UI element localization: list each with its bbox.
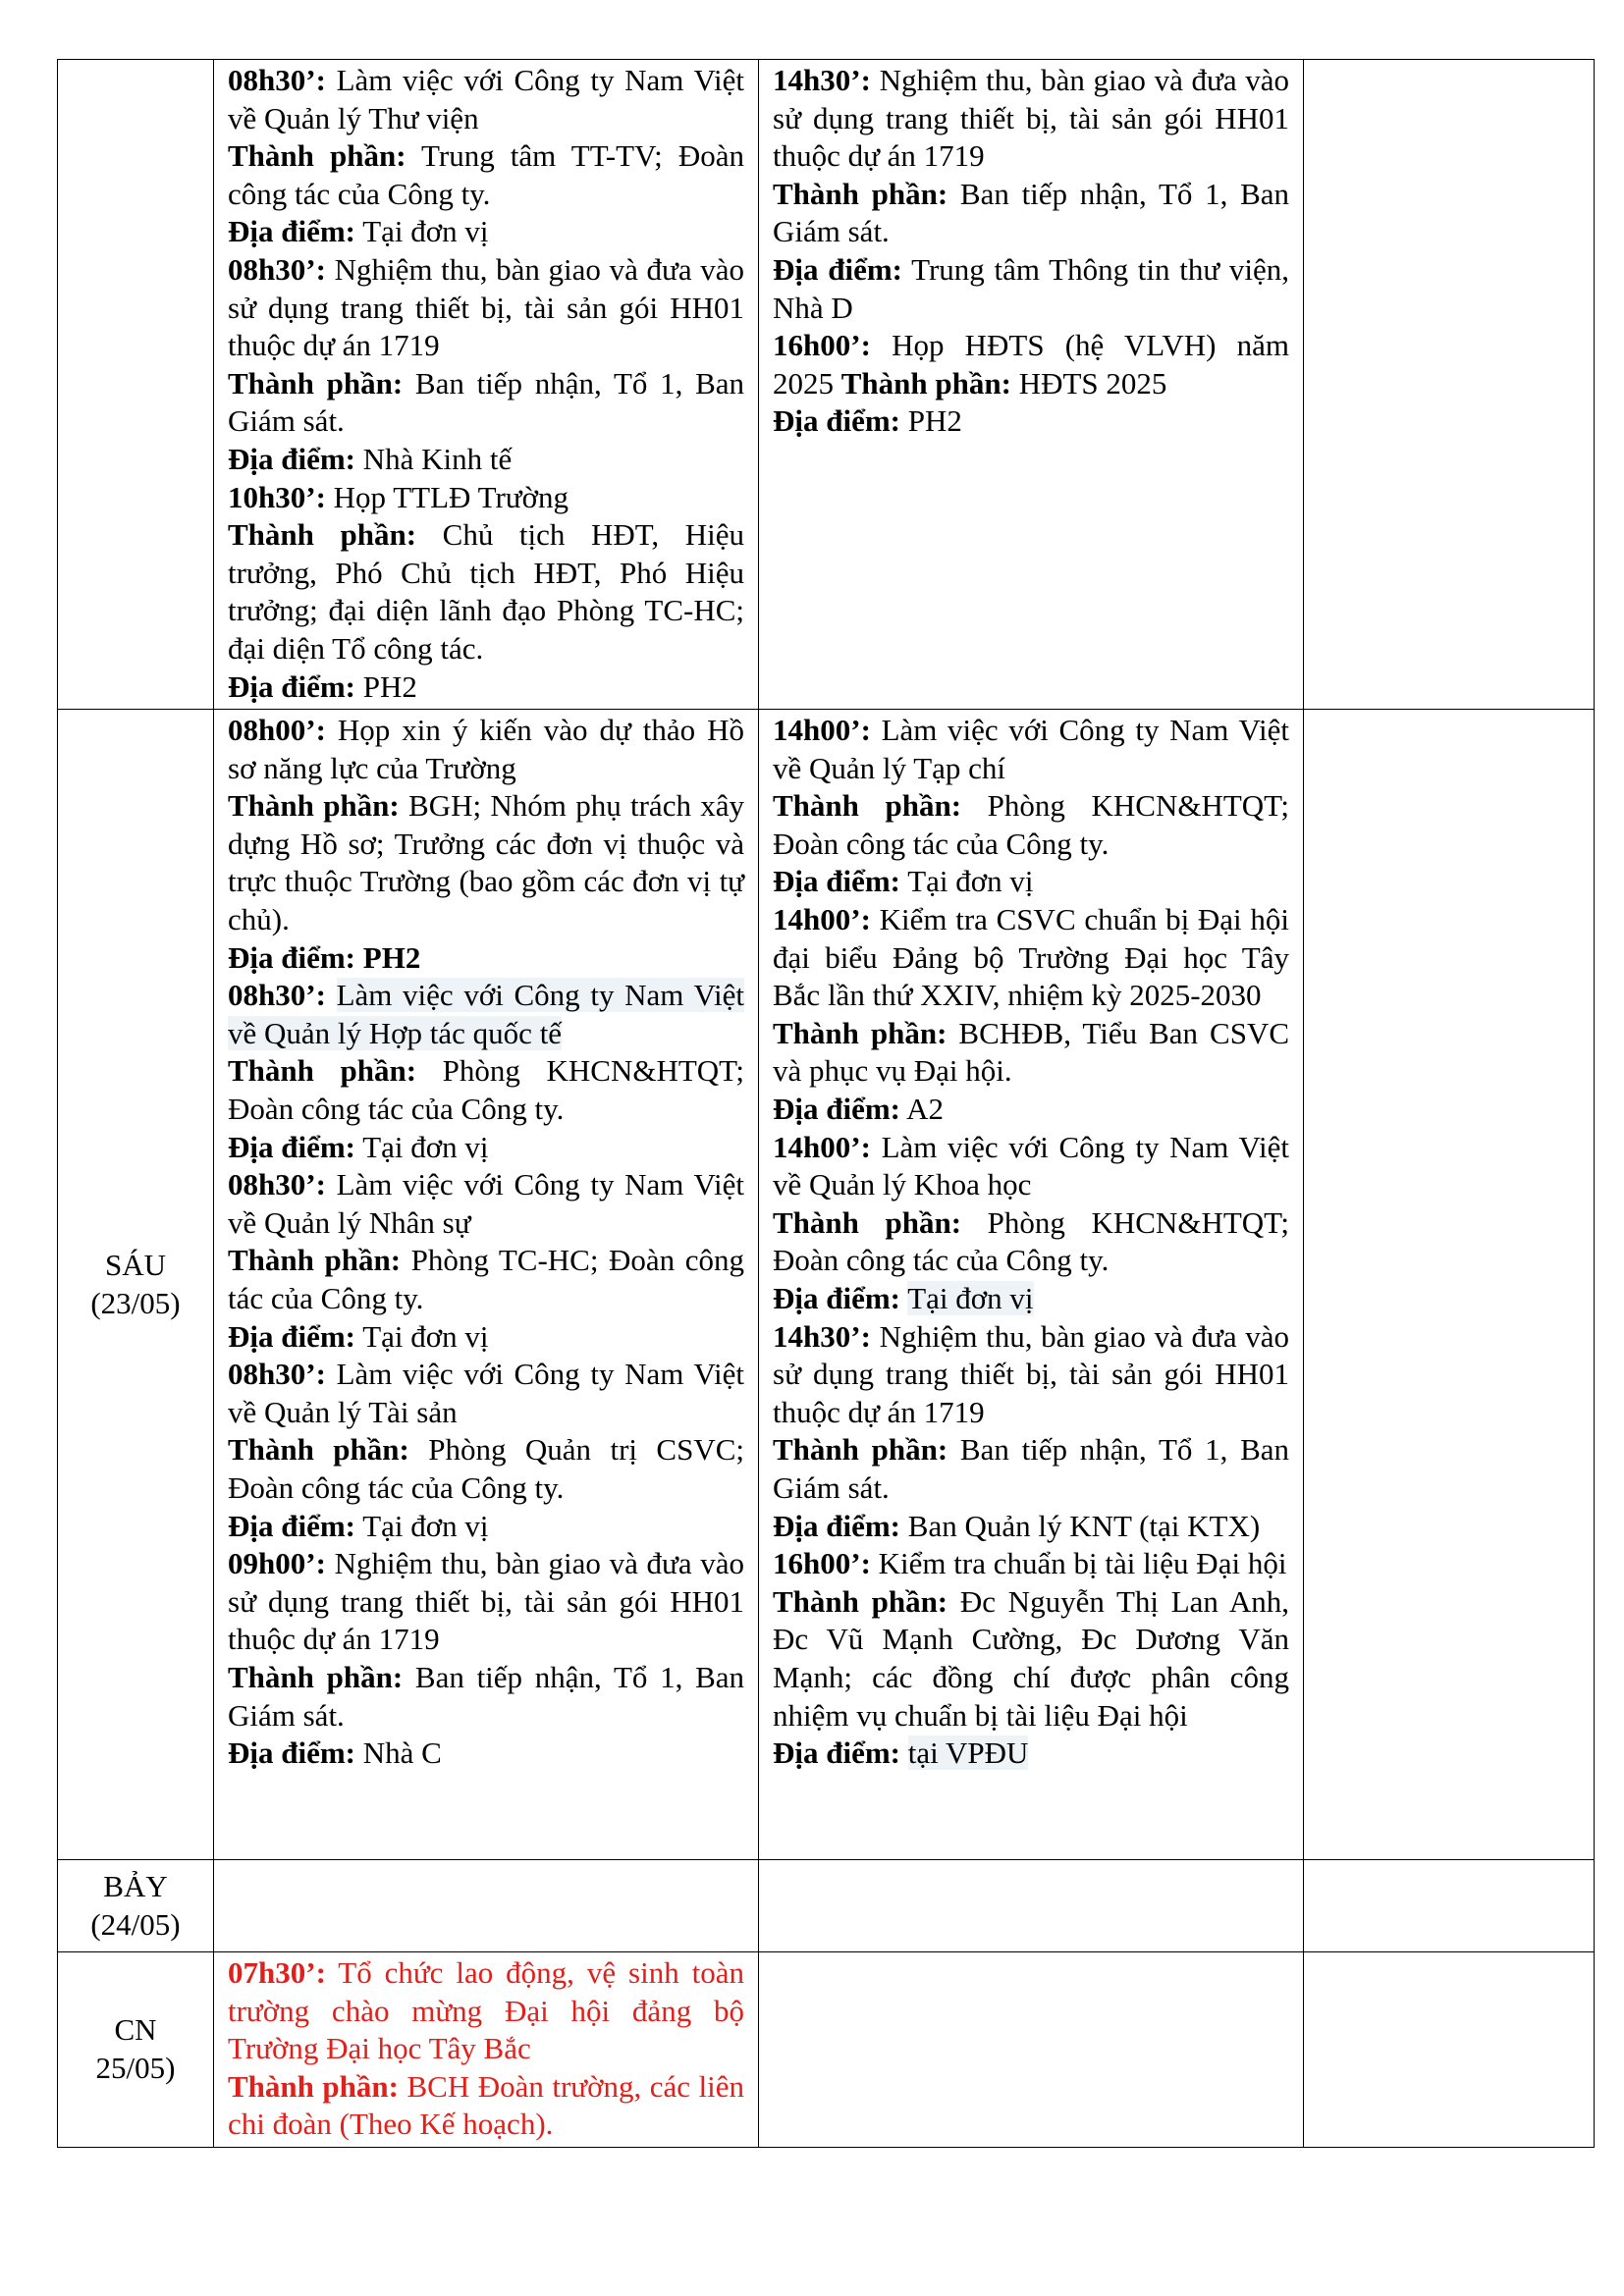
event-heading (773, 1129, 1289, 1204)
event-location (773, 1735, 1289, 1773)
participants-value: Chủ tịch HĐT, Hiệu trưởng, Phó Chủ tịch HĐT, Phó Hiệu trưởng; đại diện lãnh đạo Phòng TC-HC; đại diện Tổ công tác. (228, 517, 744, 666)
event-time: 16h00’: (773, 1546, 871, 1581)
morning-cell (214, 1952, 759, 2148)
day-cell (58, 710, 214, 1860)
participants-label: Thành phần: (228, 138, 406, 174)
event-title: Họp xin ý kiến vào dự thảo Hồ sơ năng lực của Trường (228, 713, 745, 785)
day-cell (58, 1860, 214, 1952)
morning-cell (214, 60, 759, 710)
event-participants (228, 2068, 744, 2144)
participants-value: Phòng KHCN&HTQT; Đoàn công tác của Công ty. (773, 1204, 1289, 1278)
event-title: Họp HĐTS (hệ VLVH) năm 2025 (773, 328, 1290, 400)
day-date: 25/05) (95, 2051, 176, 2086)
morning-cell (214, 1860, 759, 1952)
participants-value: Phòng KHCN&HTQT; Đoàn công tác của Công ty. (773, 788, 1289, 861)
participants-value: BGH; Nhóm phụ trách xây dựng Hồ sơ; Trưởng các đơn vị thuộc và trực thuộc Trường (bao gồm các đơn vị tự chủ). (228, 788, 745, 937)
location-label: Địa điểm: (228, 214, 356, 249)
event-entry (773, 327, 1289, 441)
event-location (228, 668, 744, 707)
day-date: (23/05) (90, 1285, 181, 1320)
schedule-table (57, 59, 1595, 2148)
participants-value: Trung tâm TT-TV; Đoàn công tác của Công ty. (228, 138, 744, 211)
location-label: Địa điểm: (773, 864, 901, 899)
event-time: 09h00’: (228, 1546, 326, 1581)
event-participants (228, 137, 744, 213)
location-label: Địa điểm: (773, 1735, 901, 1771)
event-time: 08h30’: (228, 978, 326, 1013)
location-label: Địa điểm: (773, 403, 901, 439)
event-participants (228, 516, 744, 667)
event-location (773, 402, 1289, 441)
location-value: Tại đơn vị (907, 1281, 1034, 1315)
event-participants (773, 787, 1289, 863)
day-cell (58, 1952, 214, 2148)
event-location (773, 1091, 1289, 1129)
event-participants (228, 365, 744, 441)
location-label: Địa điểm: (228, 1735, 356, 1771)
participants-value: HĐTS 2025 (1018, 365, 1167, 400)
location-label: Địa điểm: (228, 1318, 356, 1354)
event-entry (228, 1166, 744, 1356)
participants-label: Thành phần: (228, 788, 400, 824)
event-title: Làm việc với Công ty Nam Việt về Quản lý Tạp chí (773, 713, 1289, 785)
participants-value: Ban tiếp nhận, Tổ 1, Ban Giám sát. (773, 176, 1290, 249)
event-participants (228, 1052, 744, 1128)
participants-label: Thành phần: (773, 1015, 947, 1050)
event-entry (228, 1954, 744, 2144)
location-label: Địa điểm: (773, 1508, 901, 1543)
location-value: Nhà C (362, 1735, 442, 1771)
event-entry (773, 62, 1289, 327)
event-time: 10h30’: (228, 479, 326, 514)
participants-label: Thành phần: (228, 1053, 417, 1089)
event-entry (228, 1356, 744, 1545)
event-time: 08h30’: (228, 251, 326, 287)
participants-label: Thành phần: (228, 1243, 402, 1278)
location-value: Tại đơn vị (907, 864, 1034, 899)
event-title: Làm việc với Công ty Nam Việt về Quản lý Thư viện (228, 63, 744, 135)
afternoon-cell (759, 60, 1304, 710)
location-label: Địa điểm: (228, 668, 356, 704)
location-value: Tại đơn vị (362, 214, 489, 249)
schedule-body (58, 60, 1595, 2148)
event-title: Kiểm tra CSVC chuẩn bị Đại hội đại biểu Đảng bộ Trường Đại học Tây Bắc lần thứ XXIV, nhiệm kỳ 2025-2030 (773, 902, 1290, 1013)
event-title: Kiểm tra chuẩn bị tài liệu Đại hội (878, 1546, 1287, 1581)
event-participants (228, 1659, 744, 1735)
event-title: Nghiệm thu, bàn giao và đưa vào sử dụng trang thiết bị, tài sản gói HH01 thuộc dự án 1719 (228, 1546, 744, 1657)
participants-label: Thành phần: (773, 1432, 948, 1468)
event-location (228, 1735, 744, 1773)
participants-value: Ban tiếp nhận, Tổ 1, Ban Giám sát. (773, 1432, 1290, 1505)
location-label: Địa điểm: (228, 1508, 356, 1543)
participants-label: Thành phần: (228, 517, 417, 553)
event-heading (773, 1318, 1289, 1432)
participants-label: Thành phần: (228, 1659, 404, 1694)
schedule-row (58, 710, 1595, 1860)
location-value: Nhà Kinh tế (362, 441, 513, 476)
event-heading (228, 62, 744, 137)
note-cell (1304, 1860, 1595, 1952)
event-entry (773, 901, 1289, 1129)
event-location (228, 1129, 744, 1167)
event-participants (773, 1431, 1289, 1507)
participants-label: Thành phần: (773, 788, 962, 824)
participants-value: Đc Nguyễn Thị Lan Anh, Đc Vũ Mạnh Cường, Đc Dương Văn Mạnh; các đồng chí được phân công nhiệm vụ chuẩn bị tài liệu Đại hội (773, 1583, 1290, 1733)
event-entry (773, 1545, 1289, 1773)
event-heading (228, 1545, 744, 1659)
event-heading (773, 901, 1289, 1015)
participants-label: Thành phần: (773, 176, 948, 211)
schedule-row (58, 60, 1595, 710)
afternoon-cell (759, 1952, 1304, 2148)
event-heading (228, 977, 744, 1052)
event-location (228, 1318, 744, 1357)
event-location (773, 863, 1289, 901)
participants-label: Thành phần: (840, 365, 1011, 400)
location-value: tại VPĐU (907, 1735, 1029, 1771)
event-title: Họp TTLĐ Trường (333, 479, 568, 514)
event-location (773, 1280, 1289, 1318)
day-name: SÁU (104, 1248, 166, 1282)
event-location (228, 1508, 744, 1546)
event-title: Nghiệm thu, bàn giao và đưa vào sử dụng trang thiết bị, tài sản gói HH01 thuộc dự án 1719 (773, 63, 1289, 174)
location-value: PH2 (907, 403, 962, 439)
event-entry (228, 62, 744, 251)
morning-cell (214, 710, 759, 1860)
event-entry (228, 977, 744, 1166)
participants-value: BCH Đoàn trường, các liên chi đoàn (Theo Kế hoạch). (228, 2068, 745, 2142)
event-time: 16h00’: (773, 328, 871, 363)
event-participants (228, 1431, 744, 1507)
location-label: Địa điểm: (773, 251, 902, 287)
location-label: Địa điểm: (228, 1129, 356, 1164)
location-label: Địa điểm: (228, 441, 356, 476)
event-location (228, 441, 744, 479)
location-value: Ban Quản lý KNT (tại KTX) (907, 1508, 1261, 1543)
event-participants (228, 1242, 744, 1317)
event-participants (773, 1583, 1289, 1735)
location-value: Trung tâm Thông tin thư viện, Nhà D (773, 251, 1289, 325)
event-entry (228, 1545, 744, 1773)
event-title: Nghiệm thu, bàn giao và đưa vào sử dụng trang thiết bị, tài sản gói HH01 thuộc dự án 1719 (228, 251, 744, 363)
day-date: (24/05) (90, 1906, 181, 1942)
location-value: Tại đơn vị (362, 1508, 489, 1543)
schedule-row (58, 1952, 1595, 2148)
event-location (228, 939, 744, 978)
event-heading (228, 1166, 744, 1242)
location-value: Tại đơn vị (362, 1318, 489, 1354)
schedule-row (58, 1860, 1595, 1952)
participants-label: Thành phần: (773, 1204, 962, 1240)
event-time: 08h30’: (228, 1167, 326, 1202)
event-entry (228, 712, 744, 977)
event-time: 14h00’: (773, 902, 871, 937)
event-time: 14h00’: (773, 713, 871, 748)
note-cell (1304, 1952, 1595, 2148)
event-location (773, 1508, 1289, 1546)
location-value: Tại đơn vị (362, 1129, 489, 1164)
event-location (228, 213, 744, 251)
location-label: Địa điểm: (228, 939, 356, 975)
event-heading (228, 251, 744, 365)
note-cell (1304, 60, 1595, 710)
event-time: 07h30’: (228, 1955, 326, 1991)
day-name: CN (114, 2012, 157, 2048)
afternoon-cell (759, 1860, 1304, 1952)
event-heading (773, 712, 1289, 787)
event-title: Tổ chức lao động, vệ sinh toàn trường chào mừng Đại hội đảng bộ Trường Đại học Tây Bắc (228, 1955, 744, 2066)
event-time: 08h00’: (228, 713, 326, 748)
event-heading (773, 1545, 1289, 1583)
afternoon-cell (759, 710, 1304, 1860)
event-title: Làm việc với Công ty Nam Việt về Quản lý Khoa học (773, 1129, 1289, 1202)
participants-value: Phòng KHCN&HTQT; Đoàn công tác của Công ty. (228, 1053, 744, 1127)
event-participants (773, 1015, 1289, 1091)
event-title: Làm việc với Công ty Nam Việt về Quản lý Tài sản (228, 1357, 744, 1429)
event-location (773, 251, 1289, 327)
event-heading (773, 62, 1289, 176)
location-value: PH2 (362, 939, 421, 975)
event-heading (228, 712, 744, 787)
participants-label: Thành phần: (228, 365, 404, 400)
event-time: 14h00’: (773, 1129, 871, 1164)
participants-value: Phòng Quản trị CSVC; Đoàn công tác của Công ty. (228, 1432, 745, 1505)
event-time: 08h30’: (228, 63, 326, 97)
participants-value: Phòng TC-HC; Đoàn công tác của Công ty. (228, 1243, 744, 1315)
note-cell (1304, 710, 1595, 1860)
event-entry (773, 1318, 1289, 1546)
event-title: Nghiệm thu, bàn giao và đưa vào sử dụng trang thiết bị, tài sản gói HH01 thuộc dự án 1719 (773, 1318, 1289, 1429)
event-entry (228, 479, 744, 707)
location-value: PH2 (362, 668, 417, 704)
event-heading (228, 1356, 744, 1431)
event-heading (228, 1954, 744, 2068)
event-time: 14h30’: (773, 1318, 871, 1354)
participants-label: Thành phần: (773, 1583, 948, 1619)
location-label: Địa điểm: (773, 1281, 901, 1315)
event-entry (773, 1129, 1289, 1318)
event-entry (773, 712, 1289, 901)
day-name: BẢY (103, 1869, 168, 1903)
participants-value: BCHĐB, Tiểu Ban CSVC và phục vụ Đại hội. (773, 1015, 1289, 1089)
event-time: 08h30’: (228, 1357, 326, 1392)
event-participants (773, 176, 1289, 251)
participants-label: Thành phần: (228, 1432, 409, 1468)
event-heading (773, 327, 1289, 402)
event-heading (228, 479, 744, 517)
event-title: Làm việc với Công ty Nam Việt về Quản lý Hợp tác quốc tế (228, 978, 744, 1050)
event-entry (228, 251, 744, 479)
location-label: Địa điểm: (773, 1092, 901, 1127)
participants-value: Ban tiếp nhận, Tổ 1, Ban Giám sát. (228, 1659, 745, 1733)
participants-value: Ban tiếp nhận, Tổ 1, Ban Giám sát. (228, 365, 745, 439)
participants-label: Thành phần: (228, 2068, 399, 2104)
location-value: A2 (906, 1092, 944, 1127)
event-participants (228, 787, 744, 938)
event-time: 14h30’: (773, 63, 871, 97)
day-cell (58, 60, 214, 710)
event-title: Làm việc với Công ty Nam Việt về Quản lý Nhân sự (228, 1167, 744, 1240)
event-participants (773, 1204, 1289, 1280)
